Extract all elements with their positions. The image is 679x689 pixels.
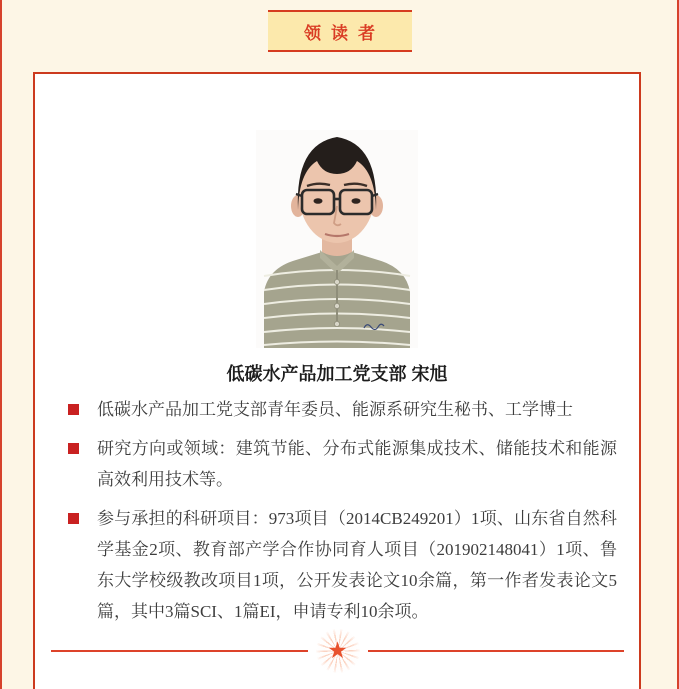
person-title: 低碳水产品加工党支部 宋旭 <box>226 364 448 384</box>
portrait-photo <box>256 130 418 348</box>
bullet-square-icon <box>68 513 79 524</box>
bullet-square-icon <box>68 404 79 415</box>
list-item <box>68 394 617 425</box>
footer-divider <box>51 629 624 673</box>
left-edge-rule <box>0 0 2 689</box>
divider-line-left <box>51 650 308 652</box>
list-item <box>68 433 617 495</box>
bullet-list <box>68 394 617 627</box>
star-icon: ★ <box>327 637 348 664</box>
bullet-text: 低碳水产品加工党支部青年委员、能源系研究生秘书、工学博士 <box>97 400 573 419</box>
bullet-text: 研究方向或领域：建筑节能、分布式能源集成技术、储能技术和能源高效利用技术等。 <box>97 439 617 489</box>
list-item <box>68 503 617 627</box>
starburst-icon <box>316 629 360 673</box>
profile-card <box>33 72 641 689</box>
bullet-text: 参与承担的科研项目：973项目（2014CB249201）1项、山东省自然科学基金2项、教育部产学合作协同育人项目（201902148041）1项、鲁东大学校级教改项目1项，公开发表论文10余篇，第一作者发表论文5篇，其中3篇SCI、1篇EI，申请专利10余项。 <box>97 509 617 621</box>
section-badge-label: 领读者 <box>304 23 385 43</box>
bullet-square-icon <box>68 443 79 454</box>
divider-line-right <box>368 650 625 652</box>
section-badge <box>268 10 412 52</box>
